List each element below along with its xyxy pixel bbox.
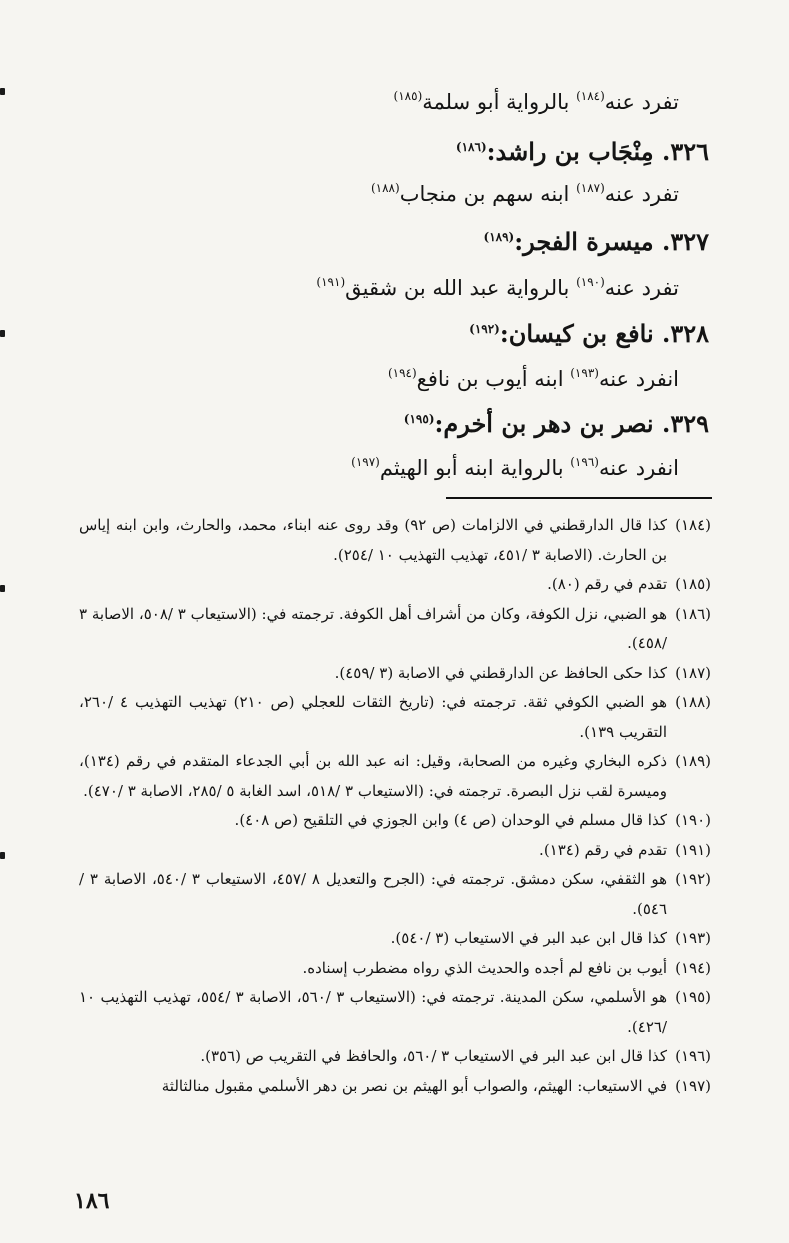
footnote-ref: (١٨٥): [393, 89, 423, 103]
footnote-ref: (١٩٥): [403, 412, 435, 426]
footnote-text: هو الثقفي، سكن دمشق. ترجمته في: (الجرح والتعديل ٨ /٤٥٧، الاستيعاب ٣ /٥٤٠، الاصابة ٣ /٥٤٦).: [79, 870, 668, 918]
main-line-3: [119, 181, 679, 206]
entry-heading-text: ٣٢٩. نصر بن دهر بن أخرم:: [434, 409, 709, 438]
footnote-number: (١٨٦): [675, 604, 711, 623]
footnote-ref: (١٩٤): [387, 366, 417, 380]
footnote-190: [79, 806, 711, 836]
footnote-number: (١٩٧): [675, 1076, 711, 1095]
footnote-186: [79, 600, 711, 659]
page-number: ١٨٦: [74, 1188, 110, 1214]
footnote-text: أيوب بن نافع لم أجده والحديث الذي رواه مضطرب إسناده.: [302, 958, 667, 977]
footnote-ref: (١٨٦): [455, 140, 487, 154]
footnote-189: [79, 747, 711, 806]
footnote-text: ذكره البخاري وغيره من الصحابة، وقيل: انه عبد الله بن أبي الجدعاء المتقدم في رقم (١٣٤)، وميسرة لقب نزل البصرة. ترجمته في: (الاستيعاب ٣ /٥١٨، اسد الغابة ٥ /٢٨٥، الاصابة ٣ /٤٧٠).: [79, 752, 667, 800]
entry-heading-328: [149, 319, 709, 348]
footnote-194: [79, 954, 711, 984]
entry-heading-326: [149, 137, 709, 166]
scan-margin-mark: [0, 585, 5, 592]
footnote-195: [79, 983, 711, 1042]
scan-margin-mark: [0, 852, 5, 859]
footnote-ref: (١٨٤): [576, 89, 605, 103]
footnote-text: هو الضبي، نزل الكوفة، وكان من أشراف أهل الكوفة. ترجمته في: (الاستيعاب ٣ /٥٠٨، الاصابة ٣ /٤٥٨).: [79, 604, 668, 652]
footnote-191: [79, 836, 711, 866]
footnote-number: (١٨٤): [675, 516, 711, 534]
footnotes: [79, 511, 711, 1101]
main-line-text: انفرد عنه: [598, 456, 679, 480]
main-line-text: تفرد عنه: [604, 182, 679, 206]
footnote-text: هو الأسلمي، سكن المدينة. ترجمته في: (الاستيعاب ٣ /٥٦٠، الاصابة ٣ /٥٥٤، تهذيب التهذيب ١٠ /٤٢٦).: [79, 988, 667, 1036]
footnote-ref: (١٩٦): [570, 455, 599, 469]
footnote-ref: (١٩٧): [351, 455, 380, 469]
footnote-text: كذا قال ابن عبد البر في الاستيعاب ٣ /٥٦٠، والحافظ في التقريب ص (٣٥٦).: [200, 1047, 667, 1065]
footnote-divider: [446, 497, 712, 499]
footnote-text: كذا قال الدارقطني في الالزامات (ص ٩٢) وقد روى عنه ابناء، محمد، والحارث، وابن ابنه إياس بن الحارث. (الاصابة ٣ /٤٥١، تهذيب التهذيب ١٠ /٢٥٤).: [79, 516, 667, 564]
scan-margin-mark: [0, 88, 5, 95]
footnote-text: كذا قال مسلم في الوحدان (ص ٤) وابن الجوزي في التلقيح (ص ٤٠٨).: [234, 811, 667, 829]
footnote-number: (١٨٩): [675, 752, 711, 770]
entry-heading-text: ٣٢٧. ميسرة الفجر:: [514, 227, 709, 256]
footnote-196: [79, 1042, 711, 1072]
main-line-7: [119, 366, 679, 391]
entry-heading-text: ٣٢٦. مِنْجَاب بن راشد:: [486, 137, 709, 166]
footnote-number: (١٩٦): [675, 1047, 711, 1065]
footnote-ref: (١٨٩): [483, 230, 515, 244]
scan-margin-mark: [0, 330, 5, 337]
entry-heading-329: [149, 409, 709, 438]
footnote-number: (١٩١): [675, 840, 711, 859]
footnote-ref: (١٩٣): [570, 366, 599, 380]
footnote-ref: (١٩٢): [469, 322, 500, 336]
footnote-text: كذا قال ابن عبد البر في الاستيعاب (٣ /٥٤٠).: [390, 929, 667, 947]
main-line-text: انفرد عنه: [598, 367, 679, 391]
footnote-ref: (١٩٠): [576, 275, 605, 289]
footnote-184: [79, 511, 711, 570]
main-line-text: بالرواية ابنه أبو الهيثم: [379, 456, 571, 480]
main-line-text: تفرد عنه: [604, 90, 679, 114]
footnote-number: (١٩٥): [675, 988, 711, 1006]
entry-heading-327: [149, 227, 709, 256]
footnote-number: (١٩٢): [675, 870, 711, 888]
main-line-text: ابنه أيوب بن نافع: [416, 367, 571, 391]
footnote-number: (١٨٥): [675, 575, 711, 593]
footnote-number: (١٨٧): [675, 663, 711, 682]
main-line-text: تفرد عنه: [604, 276, 679, 300]
footnote-197: [79, 1072, 711, 1102]
main-line-1: [119, 89, 679, 114]
main-line-text: بالرواية عبد الله بن شقيق: [345, 276, 577, 300]
footnote-185: [79, 570, 711, 600]
footnote-ref: (١٩١): [316, 275, 346, 289]
footnote-number: (١٩٠): [675, 811, 711, 829]
footnote-number: (١٩٤): [675, 958, 711, 977]
footnote-188: [79, 688, 711, 747]
footnote-text: هو الضبي الكوفي ثقة. ترجمته في: (تاريخ الثقات للعجلي (ص ٢١٠) تهذيب التهذيب ٤ /٢٦٠، التقريب ١٣٩).: [79, 693, 667, 741]
footnote-193: [79, 924, 711, 954]
entry-heading-text: ٣٢٨. نافع بن كيسان:: [499, 319, 709, 348]
main-line-5: [119, 275, 679, 300]
footnote-text: في الاستيعاب: الهيثم، والصواب أبو الهيثم بن نصر بن دهر الأسلمي مقبول منالثالثة: [161, 1076, 667, 1095]
footnote-number: (١٩٣): [675, 929, 711, 947]
footnote-text: تقدم في رقم (١٣٤).: [539, 840, 667, 859]
footnote-187: [79, 659, 711, 689]
footnote-192: [79, 865, 711, 924]
main-line-text: ابنه سهم بن منجاب: [399, 182, 577, 206]
footnote-ref: (١٨٧): [576, 181, 605, 195]
footnote-text: تقدم في رقم (٨٠).: [547, 575, 667, 593]
main-line-9: [119, 455, 679, 480]
footnote-number: (١٨٨): [675, 693, 711, 711]
footnote-text: كذا حكى الحافظ عن الدارقطني في الاصابة (٣ /٤٥٩).: [334, 663, 667, 682]
footnote-ref: (١٨٨): [370, 181, 400, 195]
main-line-text: بالرواية أبو سلمة: [422, 90, 577, 114]
